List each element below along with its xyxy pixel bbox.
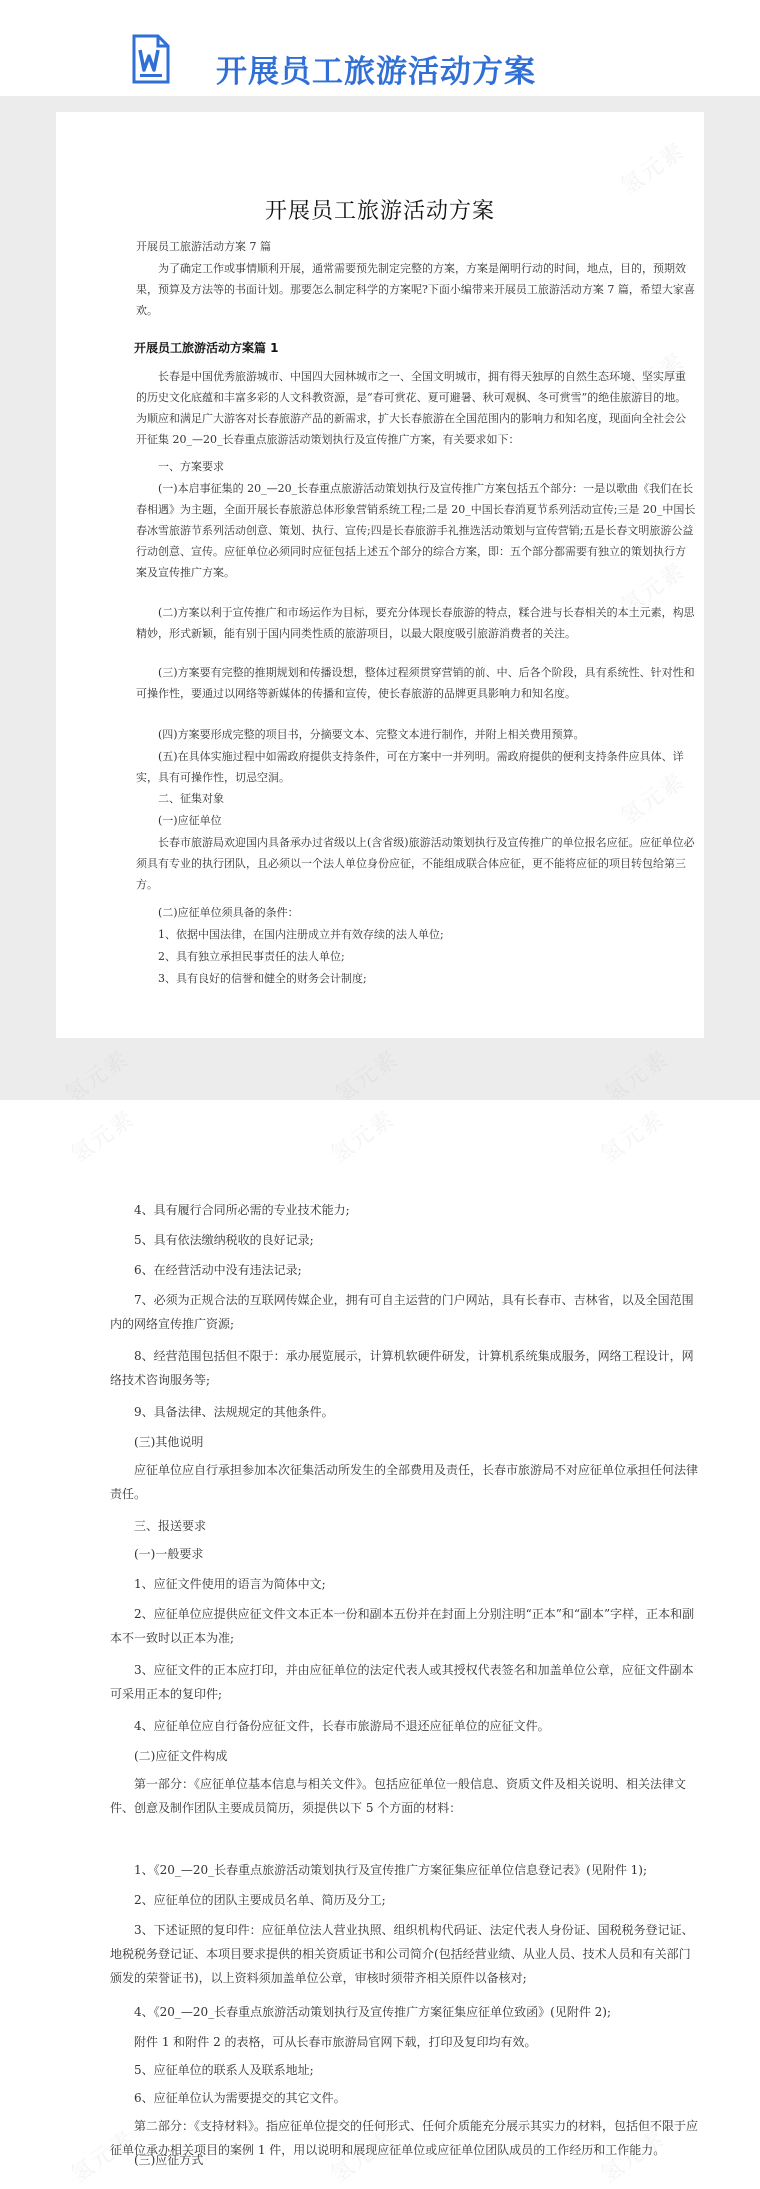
list-item: 7、必须为正规合法的互联网传媒企业，拥有可自主运营的门户网站，具有长春市、吉林省，以及全国范围内的网络宣传推广资源; (110, 1293, 694, 1331)
list-item: 2、应征单位的团队主要成员名单、简历及分工; (134, 1893, 386, 1907)
document-page-2 (56, 1100, 704, 2189)
paragraph: 为了确定工作或事情顺利开展，通常需要预先制定完整的方案，方案是阐明行动的时间，地点，目的，预期效果，预算及方法等的书面计划。那要怎么制定科学的方案呢?下面小编带来开展员工旅游活动方案 7 篇，希望大家喜欢。 (136, 262, 695, 317)
paragraph: 应征单位应自行承担参加本次征集活动所发生的全部费用及责任，长春市旅游局不对应征单位承担任何法律责任。 (110, 1463, 699, 1501)
paragraph: (三)其他说明 (134, 1435, 204, 1449)
list-item: 3、具有良好的信誉和健全的财务会计制度; (158, 972, 367, 985)
paragraph: 第二部分：《支持材料》。指应征单位提交的任何形式、任何介质能充分展示其实力的材料，包括但不限于应征单位承办相关项目的案例 1 件，用以说明和展现应征单位或应征单位团队成员的工作经历和工作能力。 (110, 2119, 699, 2157)
paragraph: (一)一般要求 (134, 1547, 204, 1561)
paragraph: 一、方案要求 (158, 460, 224, 473)
watermark: 氢元素 (596, 1106, 670, 1169)
word-doc-icon (132, 34, 170, 84)
list-item: 1、《20_—20_长春重点旅游活动策划执行及宣传推广方案征集应征单位信息登记表》(见附件 1); (134, 1863, 648, 1877)
watermark: 氢元素 (616, 348, 690, 411)
watermark: 氢元素 (66, 1106, 140, 1169)
list-item: 4、应征单位应自行备份应征文件，长春市旅游局不退还应征单位的应征文件。 (134, 1719, 550, 1733)
watermark: 氢元素 (616, 558, 690, 621)
paragraph: (四)方案要形成完整的项目书，分摘要文本、完整文本进行制作，并附上相关费用预算。 (158, 728, 585, 741)
watermark: 氢元素 (326, 1106, 400, 1169)
paragraph: 长春市旅游局欢迎国内具备承办过省级以上(含省级)旅游活动策划执行及宣传推广的单位报名应征。应征单位必须具有专业的执行团队，且必须以一个法人单位身份应征，不能组成联合体应征，更不能将应征的项目转包给第三方。 (136, 836, 695, 891)
watermark: 氢元素 (616, 768, 690, 831)
paragraph: (一)应征单位 (158, 814, 222, 827)
watermark: 氢元素 (326, 2126, 400, 2189)
paragraph: (三)方案要有完整的推期规划和传播设想，整体过程须贯穿营销的前、中、后各个阶段，具有系统性、针对性和可操作性，要通过以网络等新媒体的传播和宣传，使长春旅游的品牌更具影响力和知名度。 (136, 666, 695, 700)
list-item: 2、具有独立承担民事责任的法人单位; (158, 950, 345, 963)
section-heading: 开展员工旅游活动方案篇 1 (134, 341, 279, 355)
list-item: 4、《20_—20_长春重点旅游活动策划执行及宣传推广方案征集应征单位致函》(见附件 2); (134, 2005, 612, 2019)
list-item: 9、具备法律、法规规定的其他条件。 (134, 1405, 334, 1419)
paragraph: 长春是中国优秀旅游城市、中国四大园林城市之一、全国文明城市，拥有得天独厚的自然生态环境、坚实厚重的历史文化底蕴和丰富多彩的人文科教资源，是“春可赏花、夏可避暑、秋可观枫、冬可赏雪”的绝佳旅游目的地。为顺应和满足广大游客对长春旅游产品的新需求，扩大长春旅游在全国范围内的影响力和知名度，现面向全社会公开征集 20_—20_长春重点旅游活动策划执行及宣传推广方案，有关要求如下： (136, 370, 687, 446)
paragraph: 附件 1 和附件 2 的表格，可从长春市旅游局官网下载，打印及复印均有效。 (134, 2035, 537, 2049)
list-item: 6、在经营活动中没有违法记录; (134, 1263, 302, 1277)
paragraph: (二)应征单位须具备的条件： (158, 906, 299, 919)
paragraph: (一)本启事征集的 20_—20_长春重点旅游活动策划执行及宣传推广方案包括五个部分：一是以歌曲《我们在长春相遇》为主题，全面开展长春旅游总体形象营销系统工程;二是 20_中国长春消夏节系列活动宣传;三是 20_中国长春冰雪旅游节系列活动创意、策划、执行、宣传;四是长春旅游手礼推选活动策划与宣传营销;五是长春文明旅游公益行动创意、宣传。应征单位必须同时应征包括上述五个部分的综合方案，即：五个部分都需要有独立的策划执行方案及宣传推广方案。 (136, 482, 696, 579)
watermark: 氢元素 (616, 138, 690, 201)
paragraph: 开展员工旅游活动方案 7 篇 (136, 240, 271, 253)
list-item: 8、经营范围包括但不限于：承办展览展示，计算机软硬件研发，计算机系统集成服务，网络工程设计，网络技术咨询服务等; (110, 1349, 694, 1387)
list-item: 3、应征文件的正本应打印，并由应征单位的法定代表人或其授权代表签名和加盖单位公章，应征文件副本可采用正本的复印件; (110, 1663, 694, 1701)
paragraph: (三)应征方式 (134, 2153, 204, 2167)
watermark: 氢元素 (66, 2126, 140, 2189)
list-item: 3、下述证照的复印件：应征单位法人营业执照、组织机构代码证、法定代表人身份证、国税税务登记证、地税税务登记证、本项目要求提供的相关资质证书和公司简介(包括经营业绩、从业人员、技术人员和有关部门颁发的荣誉证书)，以上资料须加盖单位公章，审核时须带齐相关原件以备核对; (110, 1923, 694, 1985)
paragraph: 第一部分：《应征单位基本信息与相关文件》。包括应征单位一般信息、资质文件及相关说明、相关法律文件、创意及制作团队主要成员简历，须提供以下 5 个方面的材料： (110, 1777, 687, 1815)
list-item: 6、应征单位认为需要提交的其它文件。 (134, 2091, 346, 2105)
list-item: 1、依据中国法律，在国内注册成立并有效存续的法人单位; (158, 928, 444, 941)
list-item: 1、应征文件使用的语言为简体中文; (134, 1577, 326, 1591)
paragraph: 二、征集对象 (158, 792, 224, 805)
paragraph: (二)应征文件构成 (134, 1749, 228, 1763)
list-item: 5、具有依法缴纳税收的良好记录; (134, 1233, 314, 1247)
paragraph: (二)方案以利于宣传推广和市场运作为目标，要充分体现长春旅游的特点，糅合进与长春相关的本土元素，构思精妙，形式新颖，能有别于国内同类性质的旅游项目，以最大限度吸引旅游消费者的关注。 (136, 606, 695, 640)
document-page-1 (56, 112, 704, 1038)
list-item: 2、应征单位应提供应征文件文本正本一份和副本五份并在封面上分别注明“正本”和“副本”字样，正本和副本不一致时以正本为准; (110, 1607, 695, 1645)
banner-title: 开展员工旅游活动方案 (216, 54, 536, 90)
list-item: 4、具有履行合同所必需的专业技术能力; (134, 1203, 350, 1217)
paragraph: 三、报送要求 (134, 1519, 207, 1533)
list-item: 5、应征单位的联系人及联系地址; (134, 2063, 314, 2077)
paragraph: (五)在具体实施过程中如需政府提供支持条件，可在方案中一并列明。需政府提供的便利支持条件应具体、详实，具有可操作性，切忌空洞。 (136, 750, 684, 784)
watermark: 氢元素 (596, 2126, 670, 2189)
document-title: 开展员工旅游活动方案 (264, 199, 495, 224)
